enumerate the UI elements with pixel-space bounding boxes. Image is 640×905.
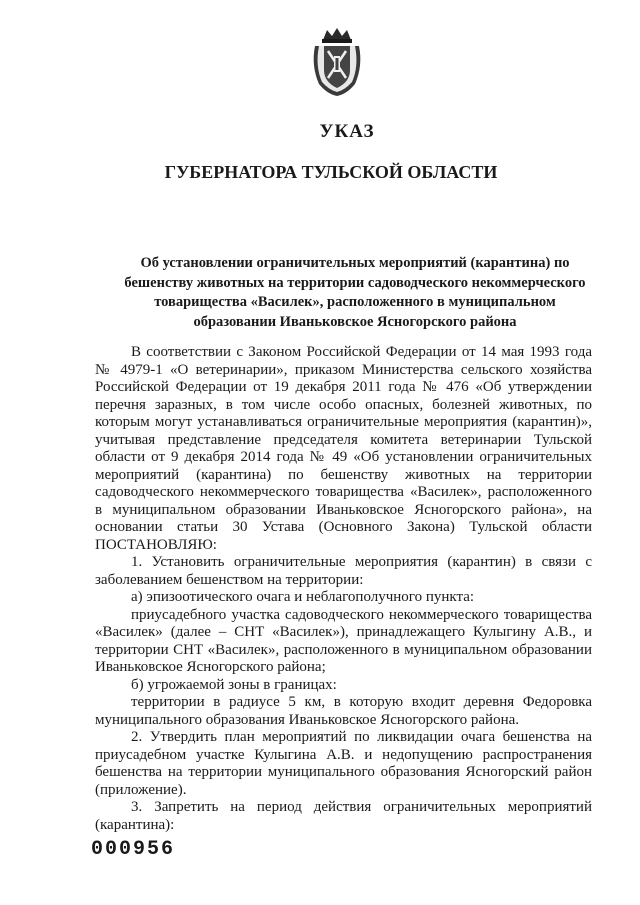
item-1b-text: территории в радиусе 5 км, в которую входит деревня Федоровка муниципального образования Иваньковское Ясногорского района. [95, 694, 592, 728]
document-body [95, 344, 592, 834]
item-1b-heading: б) угрожаемой зоны в границах: [131, 676, 337, 693]
preamble-paragraph: В соответствии с Законом Российской Федерации от 14 мая 1993 года № 4979-1 «О ветеринарии», приказом Министерства сельского хозяйства Российской Федерации от 19 декабря 2011 года № 476 «Об утверждении перечня заразных, в том числе особо опасных, болезней животных, по которым могут устанавливаться ограничительные мероприятия (карантин)», учитывая представление председателя комитета ветеринарии Тульской области от 9 декабря 2014 года № 49 «Об установлении ограничительных мероприятий (карантина) по бешенству животных на территории садоводческого некоммерческого товарищества «Василек», расположенного в муниципальном образовании Иваньковское Ясногорского района», на основании статьи 30 Устава (Основного Закона) Тульской области ПОСТАНОВЛЯЮ: [95, 344, 592, 553]
item-2: 2. Утвердить план мероприятий по ликвидации очага бешенства на приусадебном участке Кулыгина А.В. и недопущению распространения бешенства на территории муниципального образования Ясногорский район (приложение). [95, 729, 592, 798]
document-title: УКАЗ [319, 121, 375, 142]
document-subject: Об установлении ограничительных мероприятий (карантина) по бешенству животных на территории садоводческого некоммерческого товарищества «Василек», расположенного в муниципальном образовании Иваньковское Ясногорского района [124, 255, 586, 330]
coat-of-arms-icon [309, 26, 365, 98]
document-issuer: ГУБЕРНАТОРА ТУЛЬСКОЙ ОБЛАСТИ [164, 162, 498, 182]
item-3: 3. Запретить на период действия ограничительных мероприятий (карантина): [95, 799, 592, 833]
document-number: 000956 [91, 838, 176, 861]
item-1a-heading: а) эпизоотического очага и неблагополучного пункта: [131, 589, 475, 605]
item-1a-text: приусадебного участка садоводческого некоммерческого товарищества «Василек» (далее – СНТ «Василек»), принадлежащего Кулыгину А.В., и территории СНТ «Василек», расположенного в муниципальном образовании Иваньковское Ясногорского района; [95, 606, 592, 675]
item-1: 1. Установить ограничительные мероприятия (карантин) в связи с заболеванием бешенством на территории: [95, 554, 592, 588]
